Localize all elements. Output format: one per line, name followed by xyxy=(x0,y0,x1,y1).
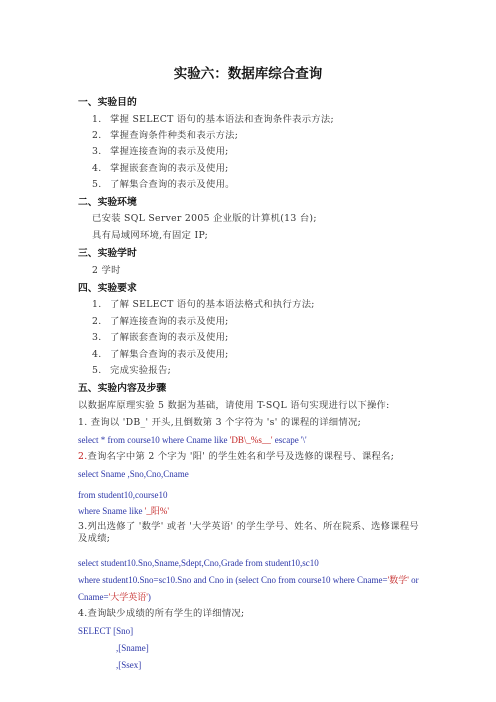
question-3: 3.列出选修了 '数学' 或者 '大学英语' 的学生学号、姓名、所在院系、选修课程号及成绩; xyxy=(78,521,420,544)
list-item: 5. 了解集合查询的表示及使用。 xyxy=(92,179,235,190)
section-heading-requirements: 四、实验要求 xyxy=(78,283,137,294)
sql-line: from student10,course10 xyxy=(78,490,168,500)
list-item: 4. 了解集合查询的表示及使用; xyxy=(92,349,229,360)
list-item: 3. 了解嵌套查询的表示及使用; xyxy=(92,332,229,343)
page-title: 实验六：数据库综合查询 xyxy=(173,66,323,82)
list-item: 1. 了解 SELECT 语句的基本语法格式和执行方法; xyxy=(92,299,315,310)
environment-line: 具有局域网环境,有固定 IP; xyxy=(92,230,209,241)
question-2: 2.查询名字中第 2 个字为 '阳' 的学生姓名和学号及选修的课程号、课程名; xyxy=(78,451,395,462)
list-item: 2. 了解连接查询的表示及使用; xyxy=(92,316,229,327)
sql-line: ,[Sname] xyxy=(116,643,149,653)
question-4: 4.查询缺少成绩的所有学生的详细情况; xyxy=(78,608,245,619)
sql-line: ,[Ssex] xyxy=(116,660,142,670)
list-item: 1. 掌握 SELECT 语句的基本语法和查询条件表示方法; xyxy=(92,114,334,125)
sql-line: select student10.Sno,Sname,Sdept,Cno,Grade from student10,sc10 xyxy=(78,558,319,568)
environment-line: 已安装 SQL Server 2005 企业版的计算机(13 台); xyxy=(92,213,317,224)
list-item: 4. 掌握嵌套查询的表示及使用; xyxy=(92,163,229,174)
list-item: 3. 掌握连接查询的表示及使用; xyxy=(92,146,229,157)
list-item: 2. 掌握查询条件种类和表示方法; xyxy=(92,130,239,141)
sql-line: Cname='大学英语') xyxy=(78,592,151,602)
hours-text: 2 学时 xyxy=(92,265,121,276)
sql-line: where student10.Sno=sc10.Sno and Cno in (select Cno from course10 where Cname='数学' or xyxy=(78,575,419,585)
sql-line: select * from course10 where Cname like 'DB\_%s__' escape '\' xyxy=(78,435,307,445)
sql-line: SELECT [Sno] xyxy=(78,626,134,636)
list-item: 5. 完成实验报告; xyxy=(92,365,172,376)
section-heading-hours: 三、实验学时 xyxy=(78,248,137,259)
section-heading-content: 五、实验内容及步骤 xyxy=(78,383,167,394)
section-heading-environment: 二、实验环境 xyxy=(78,197,137,208)
sql-line: select Sname ,Sno,Cno,Cname xyxy=(78,469,189,479)
section-heading-objectives: 一、实验目的 xyxy=(78,97,137,108)
question-1: 1. 查询以 'DB_' 开头,且倒数第 3 个字符为 's' 的课程的详细情况; xyxy=(78,417,362,428)
section-intro: 以数据库原理实验 5 数据为基础，请使用 T-SQL 语句实现进行以下操作: xyxy=(78,400,390,411)
sql-line: where Sname like '_阳%' xyxy=(78,506,169,516)
